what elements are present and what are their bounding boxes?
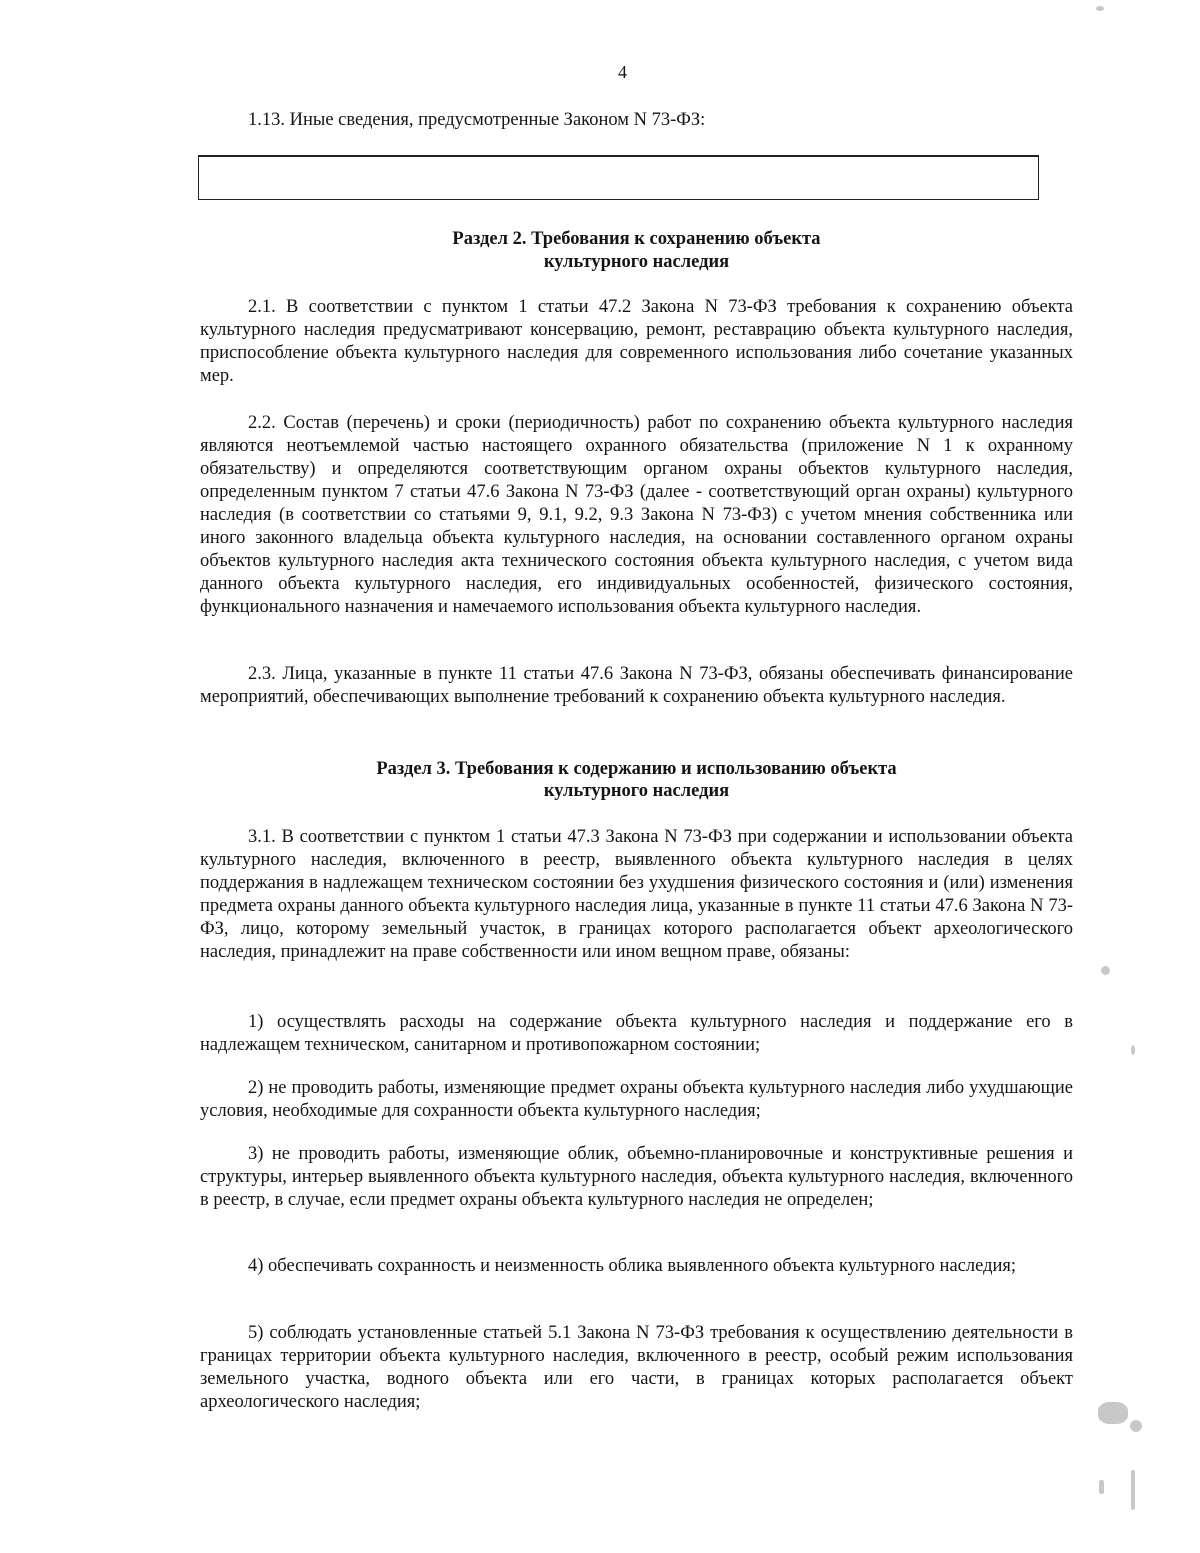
- paragraph-2-2: 2.2. Состав (перечень) и сроки (периодичность) работ по сохранению объекта культурного наследия являются неотъемлемой частью настоящего охранного обязательства (приложение N 1 к охранному обязательству) и определяются соответствующим органом охраны объектов культурного наследия, определенным пунктом 7 статьи 47.6 Закона N 73-ФЗ (далее - соответствующий орган охраны) культурного наследия (в соответствии со статьями 9, 9.1, 9.2, 9.3 Закона N 73-ФЗ) с учетом мнения собственника или иного законного владельца объекта культурного наследия, на основании составленного органом охраны объектов культурного наследия акта технического состояния объекта культурного наследия, с учетом вида данного объекта культурного наследия, его индивидуальных особенностей, физического состояния, функционального назначения и намечаемого использования объекта культурного наследия.: [200, 413, 1073, 617]
- scan-speck: [1096, 6, 1104, 11]
- list-item-3: 3) не проводить работы, изменяющие облик, объемно-планировочные и конструктивные решения и структуры, интерьер выявленного объекта культурного наследия, объекта культурного наследия, включенного в реестр, в случае, если предмет охраны объекта культурного наследия не определен;: [200, 1144, 1073, 1210]
- item-1-13-label: 1.13. Иные сведения, предусмотренные Законом N 73-ФЗ:: [248, 110, 706, 130]
- scan-speck: [1101, 966, 1110, 975]
- section-2-heading-line2: культурного наследия: [543, 252, 730, 272]
- page-number: 4: [618, 62, 627, 82]
- list-item-4: 4) обеспечивать сохранность и неизменность облика выявленного объекта культурного наследия;: [248, 1256, 1017, 1276]
- paragraph-2-1: 2.1. В соответствии с пунктом 1 статьи 47.2 Закона N 73-ФЗ требования к сохранению объекта культурного наследия предусматривают консервацию, ремонт, реставрацию объекта культурного наследия, приспособление объекта культурного наследия для современного использования либо сочетание указанных мер.: [200, 297, 1073, 386]
- section-3-heading-line2: культурного наследия: [543, 781, 730, 801]
- paragraph-3-1: 3.1. В соответствии с пунктом 1 статьи 47.3 Закона N 73-ФЗ при содержании и использовании объекта культурного наследия, включенного в реестр, выявленного объекта культурного наследия в целях поддержания в надлежащем техническом состоянии без ухудшения физического состояния и (или) изменения предмета охраны данного объекта культурного наследия лица, указанные в пункте 11 статьи 47.6 Закона N 73-ФЗ, лицо, которому земельный участок, в границах которого располагается объект археологического наследия, принадлежит на праве собственности или ином вещном праве, обязаны:: [200, 827, 1073, 962]
- list-item-2: 2) не проводить работы, изменяющие предмет охраны объекта культурного наследия либо ухудшающие условия, необходимые для сохранности объекта культурного наследия;: [200, 1078, 1073, 1121]
- scan-speck: [1098, 1402, 1128, 1424]
- scan-speck: [1131, 1470, 1135, 1510]
- paragraph-2-3: 2.3. Лица, указанные в пункте 11 статьи 47.6 Закона N 73-ФЗ, обязаны обеспечивать финансирование мероприятий, обеспечивающих выполнение требований к сохранению объекта культурного наследия.: [200, 664, 1073, 707]
- list-item-1: 1) осуществлять расходы на содержание объекта культурного наследия и поддержание его в надлежащем техническом, санитарном и противопожарном состоянии;: [200, 1012, 1073, 1055]
- scan-speck: [1099, 1480, 1104, 1494]
- section-2-heading-line1: Раздел 2. Требования к сохранению объекта: [452, 229, 821, 249]
- other-info-box: [198, 155, 1039, 200]
- scan-speck: [1131, 1045, 1135, 1055]
- scan-speck: [1130, 1420, 1142, 1432]
- section-3-heading-line1: Раздел 3. Требования к содержанию и использованию объекта: [376, 759, 897, 779]
- list-item-5: 5) соблюдать установленные статьей 5.1 Закона N 73-ФЗ требования к осуществлению деятельности в границах территории объекта культурного наследия, включенного в реестр, особый режим использования земельного участка, водного объекта или его части, в границах которых располагается объект археологического наследия;: [200, 1323, 1073, 1412]
